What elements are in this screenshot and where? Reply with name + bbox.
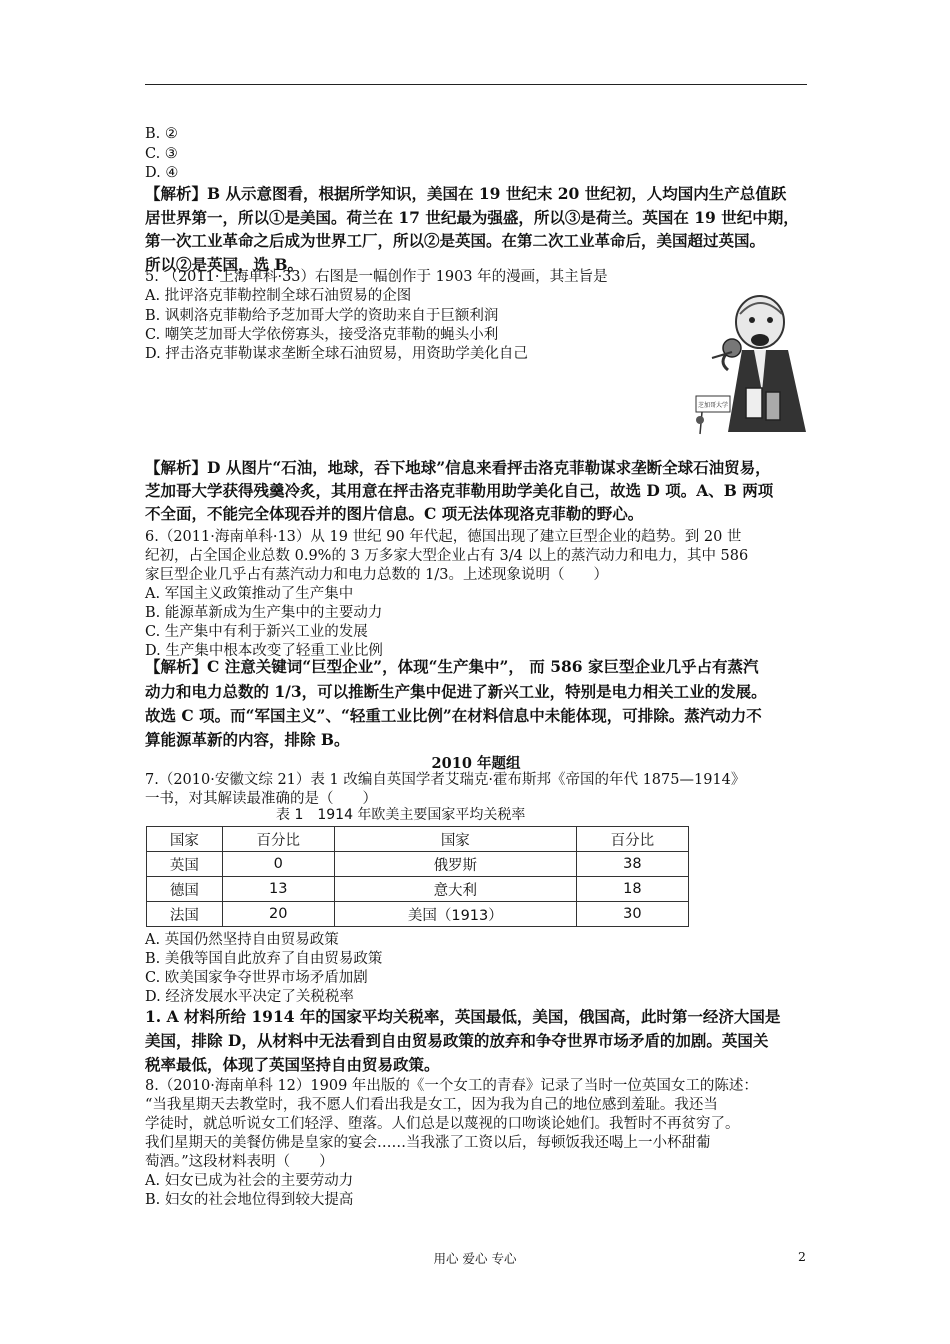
option-c: C. ③ bbox=[145, 146, 178, 162]
question-8: “当我星期天去教堂时，我不愿人们看出我是女工，因为我为自己的地位感到羞耻。我还当 bbox=[145, 1097, 718, 1113]
q5-option-d: D. 抨击洛克菲勒谋求垄断全球石油贸易，用资助学美化自己 bbox=[145, 346, 528, 362]
table-row bbox=[147, 902, 689, 927]
question-5: 5. （2011·上海单科·33）右图是一幅创作于 1903 年的漫画，其主旨是 bbox=[145, 269, 608, 285]
tariff-table bbox=[146, 826, 689, 927]
analysis-line: 【解析】D 从图片“石油，地球，吞下地球”信息来看抨击洛克菲勒谋求垄断全球石油贸易， bbox=[145, 458, 771, 477]
q5-option-b: B. 讽刺洛克菲勒给予芝加哥大学的资助来自于巨额利润 bbox=[145, 308, 499, 324]
question-8: 萄酒。”这段材料表明（ ） bbox=[145, 1154, 334, 1170]
table-cell: 俄罗斯 bbox=[334, 852, 576, 877]
q8-option-a: A. 妇女已成为社会的主要劳动力 bbox=[145, 1173, 354, 1189]
section-heading: 2010 年题组 bbox=[431, 755, 521, 772]
analysis-line: 芝加哥大学获得残羹冷炙，其用意在抨击洛克菲勒用助学美化自己，故选 D 项。A、B 两项 bbox=[145, 481, 774, 500]
page-number: 2 bbox=[798, 1249, 806, 1264]
table-cell: 德国 bbox=[147, 877, 223, 902]
analysis-line: 1. A 材料所给 1914 年的国家平均关税率，英国最低，美国，俄国高，此时第一经济大国是 bbox=[145, 1007, 781, 1026]
header-rule bbox=[145, 84, 807, 85]
analysis-line: 【解析】C 注意关键词“巨型企业”，体现“生产集中”， 而 586 家巨型企业几乎占有蒸汽 bbox=[145, 657, 759, 676]
question-8: 学徒时，就总听说女工们轻浮、堕落。人们总是以蔑视的口吻谈论她们。我暂时不再贫穷了。 bbox=[145, 1116, 740, 1132]
page-footer: 用心 爱心 专心 bbox=[433, 1251, 517, 1266]
table-caption: 表 1 1914 年欧美主要国家平均关税率 bbox=[276, 807, 526, 823]
question-8: 8.（2010·海南单科 12）1909 年出版的《一个女工的青春》记录了当时一位英国女工的陈述： bbox=[145, 1078, 758, 1094]
analysis-line: 居世界第一，所以①是美国。荷兰在 17 世纪最为强盛，所以③是荷兰。英国在 19 世纪中期， bbox=[145, 208, 799, 227]
analysis-line: 算能源革新的内容，排除 B。 bbox=[145, 730, 350, 749]
cartoon-illustration bbox=[688, 292, 820, 442]
option-d: D. ④ bbox=[145, 165, 179, 181]
question-6: 纪初，占全国企业总数 0.9%的 3 万多家大型企业占有 3/4 以上的蒸汽动力和电力，其中 586 bbox=[145, 548, 749, 564]
q6-option-a: A. 军国主义政策推动了生产集中 bbox=[145, 586, 354, 602]
table-header-row bbox=[147, 827, 689, 852]
question-7: 一书，对其解读最准确的是（ ） bbox=[145, 791, 377, 807]
q5-option-a: A. 批评洛克菲勒控制全球石油贸易的企图 bbox=[145, 288, 412, 304]
q6-option-c: C. 生产集中有利于新兴工业的发展 bbox=[145, 624, 368, 640]
q5-option-c: C. 嘲笑芝加哥大学依傍寡头，接受洛克菲勒的蝇头小利 bbox=[145, 327, 499, 343]
analysis-line: 所以②是英国，选 B。 bbox=[145, 255, 303, 274]
table-header-cell: 国家 bbox=[334, 827, 576, 852]
analysis-line: 故选 C 项。而“军国主义”、“轻重工业比例”在材料信息中未能体现，可排除。蒸汽动力不 bbox=[145, 706, 762, 725]
q6-option-d: D. 生产集中根本改变了轻重工业比例 bbox=[145, 643, 383, 659]
question-8: 我们星期天的美餐仿佛是皇家的宴会……当我涨了工资以后，每顿饭我还喝上一小杯甜葡 bbox=[145, 1135, 711, 1151]
analysis-line: 不全面，不能完全体现吞并的图片信息。C 项无法体现洛克菲勒的野心。 bbox=[145, 504, 644, 523]
table-cell: 38 bbox=[576, 852, 688, 877]
analysis-line: 【解析】B 从示意图看，根据所学知识，美国在 19 世纪末 20 世纪初，人均国内生产总值跃 bbox=[145, 184, 787, 203]
table-header-cell: 国家 bbox=[147, 827, 223, 852]
table-cell: 英国 bbox=[147, 852, 223, 877]
q7-option-a: A. 英国仍然坚持自由贸易政策 bbox=[145, 932, 339, 948]
table-cell: 30 bbox=[576, 902, 688, 927]
q7-option-d: D. 经济发展水平决定了关税税率 bbox=[145, 989, 354, 1005]
question-6: 6.（2011·海南单科·13）从 19 世纪 90 年代起，德国出现了建立巨型企业的趋势。到 20 世 bbox=[145, 529, 742, 545]
analysis-line: 动力和电力总数的 1/3，可以推断生产集中促进了新兴工业，特别是电力相关工业的发展。 bbox=[145, 682, 767, 701]
q7-option-b: B. 美俄等国自此放弃了自由贸易政策 bbox=[145, 951, 383, 967]
table-cell: 20 bbox=[222, 902, 334, 927]
table-cell: 意大利 bbox=[334, 877, 576, 902]
analysis-line: 美国，排除 D，从材料中无法看到自由贸易政策的放弃和争夺世界市场矛盾的加剧。英国关 bbox=[145, 1031, 769, 1050]
table-cell: 0 bbox=[222, 852, 334, 877]
cartoon-label: 芝加哥大学 bbox=[697, 402, 729, 409]
analysis-line: 税率最低，体现了英国坚持自由贸易政策。 bbox=[145, 1055, 440, 1074]
table-row bbox=[147, 852, 689, 877]
q7-option-c: C. 欧美国家争夺世界市场矛盾加剧 bbox=[145, 970, 368, 986]
q8-option-b: B. 妇女的社会地位得到较大提高 bbox=[145, 1192, 354, 1208]
table-cell: 美国（1913） bbox=[334, 902, 576, 927]
table-cell: 法国 bbox=[147, 902, 223, 927]
question-7: 7.（2010·安徽文综 21）表 1 改编自英国学者艾瑞克·霍布斯邦《帝国的年代 1875—1914》 bbox=[145, 772, 746, 788]
question-6: 家巨型企业几乎占有蒸汽动力和电力总数的 1/3。上述现象说明（ ） bbox=[145, 567, 608, 583]
q6-option-b: B. 能源革新成为生产集中的主要动力 bbox=[145, 605, 383, 621]
table-cell: 13 bbox=[222, 877, 334, 902]
table-row bbox=[147, 877, 689, 902]
table-cell: 18 bbox=[576, 877, 688, 902]
table-header-cell: 百分比 bbox=[222, 827, 334, 852]
table-header-cell: 百分比 bbox=[576, 827, 688, 852]
analysis-line: 第一次工业革命之后成为世界工厂，所以②是英国。在第二次工业革命后，美国超过英国。 bbox=[145, 231, 766, 250]
option-b: B. ② bbox=[145, 126, 178, 142]
